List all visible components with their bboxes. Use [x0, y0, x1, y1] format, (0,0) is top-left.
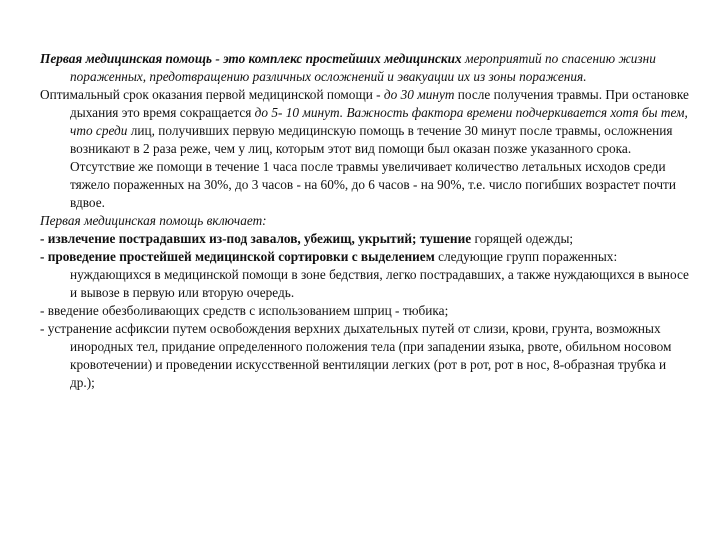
timing-text-1: Оптимальный срок оказания первой медицинской помощи - [40, 87, 384, 102]
list-item-asphyxia [40, 320, 690, 392]
list-item-extraction-bold: - извлечение пострадавших из-под завалов, убежищ, укрытий; тушение [40, 231, 472, 246]
definition-lead: Первая медицинская помощь - это комплекс простейших медицинских [40, 51, 462, 66]
list-item-sorting-bold: - проведение простейшей медицинской сортировки с выделением [40, 249, 435, 264]
list-item-painkillers [40, 302, 690, 320]
timing-text-2: после получения травмы. При остановке дыхания это время сокращается [70, 87, 689, 120]
timing-italic-2: до 5- 10 минут. Важность фактора времени подчеркивается хотя бы тем, что среди [70, 105, 688, 138]
definition-paragraph [40, 50, 690, 86]
definition-rest: мероприятий по спасению жизни пораженных, предотвращению различных осложнений и эвакуации их из зоны поражения. [70, 51, 656, 84]
timing-text-3: лиц, получивших первую медицинскую помощь в течение 30 минут после травмы, осложнения возникают в 2 раза реже, чем у лиц, которым этот вид помощи был оказан позже указанного срока. Отсутствие же помощи в течение 1 часа после травмы увеличивает количество летальных исходов среди тяжело пораженных на 30%, до 3 часов - на 60%, до 6 часов - на 90%, т.е. число погибших возрастет почти вдвое. [70, 123, 676, 210]
text-body [40, 50, 690, 392]
timing-italic-1: до 30 минут [383, 87, 455, 102]
list-item-extraction-text: горящей одежды; [471, 231, 574, 246]
list-item-asphyxia-text: - устранение асфиксии путем освобождения верхних дыхательных путей от слизи, крови, грунта, возможных инородных тел, придание определенного положения тела (при западении языка, рвоте, обильном носовом кровотечении) и проведении искусственной вентиляции легких (рот в рот, рот в нос, 8-образная трубка и др.); [40, 321, 672, 390]
list-item-sorting-text: следующие групп пораженных: нуждающихся в медицинской помощи в зоне бедствия, легко пострадавших, а также нуждающихся в выносе и вывозе в первую или вторую очередь. [70, 249, 689, 300]
includes-heading [40, 212, 690, 230]
list-item-painkillers-text: - введение обезболивающих средств с использованием шприц - тюбика; [40, 303, 449, 318]
includes-heading-text: Первая медицинская помощь включает: [40, 213, 267, 228]
list-item-sorting [40, 248, 690, 302]
timing-paragraph [40, 86, 690, 212]
list-item-extraction [40, 230, 690, 248]
